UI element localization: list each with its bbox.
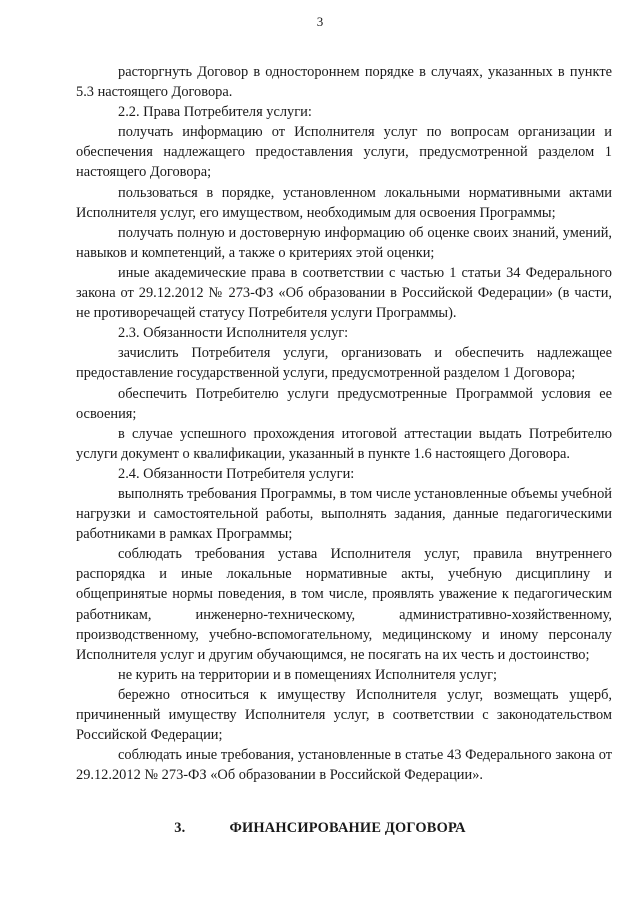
paragraph-terminate-contract: расторгнуть Договор в одностороннем порядке в случаях, указанных в пункте 5.3 настоящего Договора.: [76, 64, 612, 101]
paragraph-other-requirements: соблюдать иные требования, установленные в статье 43 Федерального закона от 29.12.2012 № 273-ФЗ «Об образовании в Российской Федерации».: [76, 747, 612, 784]
paragraph-assessment-information: получать полную и достоверную информацию об оценке своих знаний, умений, навыков и компетенций, а также о критериях этой оценки;: [76, 224, 612, 261]
subsection-executor-duties: 2.3. Обязанности Исполнителя услуг:: [118, 325, 349, 342]
paragraph-provide-conditions: обеспечить Потребителю услуги предусмотренные Программой условия ее освоения;: [76, 385, 612, 422]
document-body: [76, 62, 612, 785]
page-number: 3: [316, 14, 324, 29]
paragraph-no-smoking: не курить на территории и в помещениях Исполнителя услуг;: [118, 666, 498, 683]
paragraph-receive-information: получать информацию от Исполнителя услуг по вопросам организации и обеспечения надлежащего предоставления услуги, предусмотренной разделом 1 настоящего Договора;: [76, 124, 612, 181]
subsection-consumer-duties: 2.4. Обязанности Потребителя услуги:: [118, 465, 355, 482]
section-title: ФИНАНСИРОВАНИЕ ДОГОВОРА: [229, 820, 466, 836]
section-number: 3.: [174, 820, 186, 836]
paragraph-issue-document: в случае успешного прохождения итоговой аттестации выдать Потребителю услуги документ о квалификации, указанный в пункте 1.6 настоящего Договора.: [76, 425, 612, 462]
section-heading: [0, 820, 640, 837]
paragraph-academic-rights: иные академические права в соответствии с частью 1 статьи 34 Федерального закона от 29.12.2012 № 273-ФЗ «Об образовании в Российской Федерации» (в части, не противоречащей статусу Потребителя услуги Программы).: [76, 264, 612, 322]
paragraph-observe-charter: соблюдать требования устава Исполнителя услуг, правила внутреннего распорядка и иные локальные нормативные акты, учебную дисциплину и общепринятые нормы поведения, в том числе, проявлять уважение к педагогическим работникам, инженерно-техническому, административно-хозяйственному, производственному, учебно-вспомогательному, медицинскому и иному персоналу Исполнителя услуг и другим обучающимся, не посягать на их честь и достоинство;: [76, 546, 612, 663]
paragraph-fulfill-program: выполнять требования Программы, в том числе установленные объемы учебной нагрузки и самостоятельной работы, выполнять задания, данные педагогическими работниками в рамках Программы;: [76, 485, 612, 543]
paragraph-enroll-consumer: зачислить Потребителя услуги, организовать и обеспечить надлежащее предоставление государственной услуги, предусмотренной разделом 1 Договора;: [76, 345, 612, 382]
paragraph-use-property: пользоваться в порядке, установленном локальными нормативными актами Исполнителя услуг, его имуществом, необходимым для освоения Программы;: [76, 184, 612, 221]
paragraph-property-care: бережно относиться к имуществу Исполнителя услуг, возмещать ущерб, причиненный имуществу Исполнителя услуг, в соответствии с законодательством Российской Федерации;: [76, 686, 612, 744]
subsection-consumer-rights: 2.2. Права Потребителя услуги:: [118, 104, 312, 121]
